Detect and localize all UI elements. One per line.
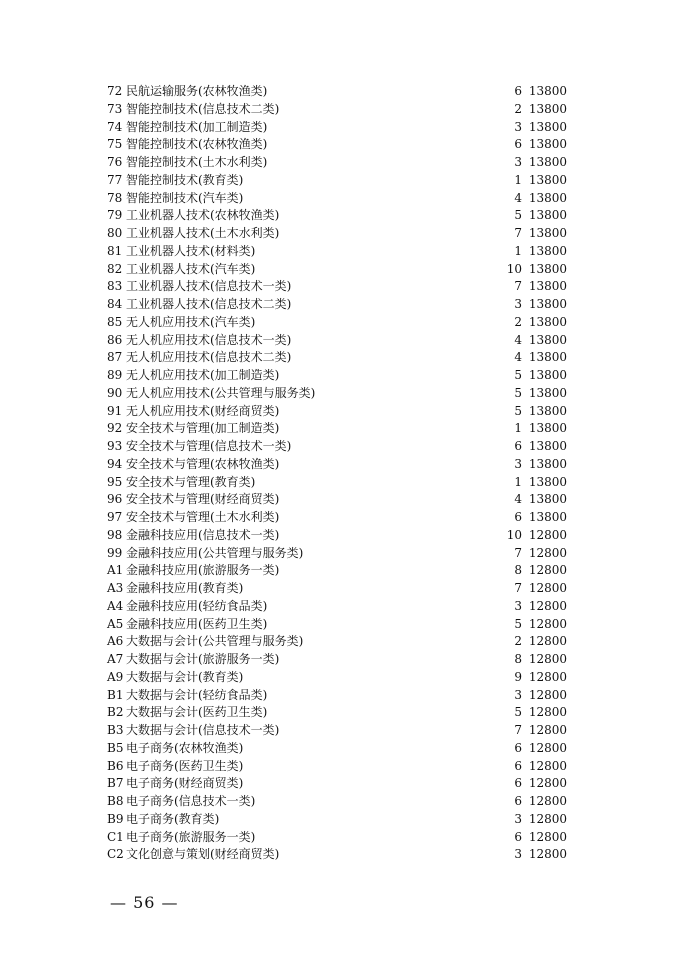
tuition-fee: 12800: [528, 545, 567, 560]
program-name: 安全技术与管理(信息技术一类): [126, 439, 292, 453]
program-name: 工业机器人技术(材料类): [126, 243, 256, 258]
table-row: [107, 83, 567, 101]
quota-count: 8: [514, 563, 522, 578]
program-name: 无人机应用技术(财经商贸类): [126, 403, 280, 418]
program-code: A9: [107, 669, 124, 684]
tuition-fee: 13800: [528, 226, 567, 240]
tuition-fee: 13800: [528, 456, 567, 471]
program-name: 无人机应用技术(信息技术二类): [126, 350, 292, 365]
enrollment-table: [107, 83, 567, 864]
quota-count: 3: [514, 456, 522, 471]
program-code: 90: [107, 385, 123, 400]
quota-count: 5: [514, 368, 522, 382]
table-row: [107, 438, 567, 456]
tuition-fee: 13800: [528, 279, 567, 294]
quota-count: 2: [514, 314, 522, 329]
table-row: [107, 651, 567, 669]
tuition-fee: 13800: [528, 510, 567, 524]
quota-count: 6: [514, 758, 522, 773]
table-row: [107, 704, 567, 722]
table-row: [107, 775, 567, 793]
program-name: 工业机器人技术(农林牧渔类): [126, 208, 280, 223]
program-code: A3: [107, 581, 124, 595]
tuition-fee: 13800: [528, 101, 567, 116]
program-name: 无人机应用技术(信息技术一类): [126, 332, 292, 347]
program-code: B2: [107, 705, 124, 720]
program-name: 智能控制技术(农林牧渔类): [126, 137, 268, 152]
tuition-fee: 13800: [528, 314, 567, 329]
program-code: 98: [107, 527, 123, 542]
program-name: 金融科技应用(轻纺食品类): [126, 598, 268, 613]
quota-count: 5: [514, 705, 522, 720]
program-code: 84: [107, 297, 123, 311]
quota-count: 5: [514, 208, 522, 223]
quota-count: 1: [514, 474, 522, 489]
table-row: [107, 172, 567, 190]
table-row: [107, 491, 567, 509]
program-code: C2: [107, 847, 124, 862]
program-code: C1: [107, 829, 124, 844]
tuition-fee: 13800: [528, 190, 567, 205]
quota-count: 7: [514, 279, 522, 294]
quota-count: 2: [514, 101, 522, 116]
table-row: [107, 562, 567, 580]
program-name: 金融科技应用(公共管理与服务类): [126, 545, 304, 560]
quota-count: 1: [514, 172, 522, 187]
table-row: [107, 545, 567, 563]
quota-count: 3: [514, 297, 522, 311]
table-row: [107, 349, 567, 367]
quota-count: 4: [514, 492, 522, 507]
quota-count: 5: [514, 403, 522, 418]
program-name: 工业机器人技术(信息技术一类): [126, 279, 292, 294]
quota-count: 10: [506, 527, 522, 542]
tuition-fee: 12800: [528, 563, 567, 578]
program-name: 安全技术与管理(农林牧渔类): [126, 456, 280, 471]
program-name: 文化创意与策划(财经商贸类): [126, 847, 280, 862]
table-row: [107, 509, 567, 527]
program-name: 安全技术与管理(土木水利类): [126, 510, 280, 524]
program-code: A5: [107, 616, 124, 631]
quota-count: 3: [514, 847, 522, 862]
quota-count: 3: [514, 119, 522, 134]
program-code: 92: [107, 421, 123, 436]
program-name: 无人机应用技术(加工制造类): [126, 368, 280, 382]
tuition-fee: 13800: [528, 492, 567, 507]
table-row: [107, 367, 567, 385]
program-code: B1: [107, 687, 124, 702]
program-code: 78: [107, 190, 123, 205]
program-code: 72: [107, 84, 123, 98]
tuition-fee: 12800: [528, 811, 567, 826]
table-row: [107, 740, 567, 758]
program-code: 96: [107, 492, 123, 507]
tuition-fee: 13800: [528, 439, 567, 453]
quota-count: 6: [514, 776, 522, 791]
quota-count: 8: [514, 652, 522, 666]
quota-count: 6: [514, 84, 522, 98]
tuition-fee: 12800: [528, 758, 567, 773]
quota-count: 3: [514, 598, 522, 613]
table-row: [107, 758, 567, 776]
tuition-fee: 13800: [528, 261, 567, 276]
tuition-fee: 13800: [528, 385, 567, 400]
program-name: 电子商务(信息技术一类): [126, 794, 256, 808]
table-row: [107, 527, 567, 545]
program-name: 电子商务(旅游服务一类): [126, 829, 256, 844]
program-code: 76: [107, 155, 123, 169]
program-code: B7: [107, 776, 124, 791]
program-name: 金融科技应用(信息技术一类): [126, 527, 280, 542]
table-row: [107, 243, 567, 261]
program-name: 工业机器人技术(信息技术二类): [126, 297, 292, 311]
tuition-fee: 13800: [528, 368, 567, 382]
tuition-fee: 12800: [528, 705, 567, 720]
program-code: 81: [107, 243, 123, 258]
program-name: 安全技术与管理(财经商贸类): [126, 492, 280, 507]
program-code: A4: [107, 598, 124, 613]
program-code: 74: [107, 119, 123, 134]
tuition-fee: 12800: [528, 652, 567, 666]
program-name: 大数据与会计(教育类): [126, 669, 244, 684]
table-row: [107, 385, 567, 403]
table-row: [107, 669, 567, 687]
tuition-fee: 12800: [528, 581, 567, 595]
tuition-fee: 13800: [528, 155, 567, 169]
program-name: 金融科技应用(教育类): [126, 581, 244, 595]
program-name: 金融科技应用(旅游服务一类): [126, 563, 280, 578]
tuition-fee: 12800: [528, 527, 567, 542]
table-row: [107, 332, 567, 350]
tuition-fee: 12800: [528, 847, 567, 862]
quota-count: 6: [514, 439, 522, 453]
program-code: 91: [107, 403, 123, 418]
quota-count: 4: [514, 190, 522, 205]
program-code: B6: [107, 758, 124, 773]
program-name: 大数据与会计(旅游服务一类): [126, 652, 280, 666]
program-code: 93: [107, 439, 123, 453]
program-name: 电子商务(财经商贸类): [126, 776, 244, 791]
quota-count: 7: [514, 723, 522, 737]
quota-count: 3: [514, 811, 522, 826]
program-code: 95: [107, 474, 123, 489]
table-row: [107, 403, 567, 421]
tuition-fee: 12800: [528, 598, 567, 613]
quota-count: 3: [514, 687, 522, 702]
tuition-fee: 12800: [528, 740, 567, 755]
table-row: [107, 474, 567, 492]
program-code: B3: [107, 723, 124, 737]
tuition-fee: 13800: [528, 84, 567, 98]
program-name: 大数据与会计(公共管理与服务类): [126, 634, 304, 649]
tuition-fee: 12800: [528, 829, 567, 844]
tuition-fee: 13800: [528, 208, 567, 223]
table-row: [107, 101, 567, 119]
program-code: 80: [107, 226, 123, 240]
table-row: [107, 687, 567, 705]
tuition-fee: 13800: [528, 421, 567, 436]
quota-count: 10: [506, 261, 522, 276]
quota-count: 9: [514, 669, 522, 684]
program-name: 工业机器人技术(汽车类): [126, 261, 256, 276]
program-name: 工业机器人技术(土木水利类): [126, 226, 280, 240]
tuition-fee: 12800: [528, 776, 567, 791]
tuition-fee: 12800: [528, 687, 567, 702]
tuition-fee: 13800: [528, 119, 567, 134]
tuition-fee: 12800: [528, 669, 567, 684]
program-code: 89: [107, 368, 123, 382]
program-code: 87: [107, 350, 123, 365]
quota-count: 6: [514, 794, 522, 808]
table-row: [107, 829, 567, 847]
program-code: B8: [107, 794, 124, 808]
quota-count: 5: [514, 385, 522, 400]
quota-count: 7: [514, 226, 522, 240]
quota-count: 4: [514, 332, 522, 347]
program-name: 安全技术与管理(加工制造类): [126, 421, 280, 436]
table-row: [107, 616, 567, 634]
table-row: [107, 154, 567, 172]
quota-count: 1: [514, 421, 522, 436]
program-code: 85: [107, 314, 123, 329]
table-row: [107, 793, 567, 811]
program-name: 电子商务(农林牧渔类): [126, 740, 244, 755]
program-name: 智能控制技术(汽车类): [126, 190, 244, 205]
program-code: 79: [107, 208, 123, 223]
program-code: B5: [107, 740, 124, 755]
tuition-fee: 12800: [528, 616, 567, 631]
table-row: [107, 633, 567, 651]
program-code: 86: [107, 332, 123, 347]
tuition-fee: 12800: [528, 794, 567, 808]
quota-count: 2: [514, 634, 522, 649]
program-name: 智能控制技术(土木水利类): [126, 155, 268, 169]
quota-count: 7: [514, 545, 522, 560]
tuition-fee: 13800: [528, 474, 567, 489]
program-name: 智能控制技术(信息技术二类): [126, 101, 280, 116]
quota-count: 6: [514, 137, 522, 152]
program-name: 民航运输服务(农林牧渔类): [126, 84, 268, 98]
program-code: A6: [107, 634, 124, 649]
tuition-fee: 13800: [528, 297, 567, 311]
page-number: — 56 —: [110, 893, 179, 912]
program-code: 82: [107, 261, 123, 276]
quota-count: 6: [514, 510, 522, 524]
program-name: 智能控制技术(教育类): [126, 172, 244, 187]
table-row: [107, 278, 567, 296]
program-name: 电子商务(教育类): [126, 811, 220, 826]
program-code: A7: [107, 652, 124, 666]
table-row: [107, 190, 567, 208]
program-name: 大数据与会计(轻纺食品类): [126, 687, 268, 702]
program-code: 75: [107, 137, 123, 152]
table-row: [107, 136, 567, 154]
tuition-fee: 13800: [528, 137, 567, 152]
program-name: 无人机应用技术(汽车类): [126, 314, 256, 329]
table-row: [107, 225, 567, 243]
program-name: 电子商务(医药卫生类): [126, 758, 244, 773]
program-code: A1: [107, 563, 124, 578]
program-code: 99: [107, 545, 123, 560]
program-name: 大数据与会计(信息技术一类): [126, 723, 280, 737]
program-code: B9: [107, 811, 124, 826]
table-row: [107, 420, 567, 438]
tuition-fee: 12800: [528, 634, 567, 649]
program-code: 97: [107, 510, 123, 524]
table-row: [107, 811, 567, 829]
table-row: [107, 598, 567, 616]
program-code: 77: [107, 172, 123, 187]
table-row: [107, 296, 567, 314]
table-row: [107, 119, 567, 137]
table-row: [107, 314, 567, 332]
program-code: 73: [107, 101, 123, 116]
table-row: [107, 456, 567, 474]
quota-count: 4: [514, 350, 522, 365]
program-name: 金融科技应用(医药卫生类): [126, 616, 268, 631]
tuition-fee: 13800: [528, 243, 567, 258]
quota-count: 5: [514, 616, 522, 631]
program-name: 无人机应用技术(公共管理与服务类): [126, 385, 316, 400]
table-row: [107, 846, 567, 864]
tuition-fee: 13800: [528, 332, 567, 347]
quota-count: 6: [514, 829, 522, 844]
tuition-fee: 12800: [528, 723, 567, 737]
tuition-fee: 13800: [528, 403, 567, 418]
quota-count: 6: [514, 740, 522, 755]
program-code: 94: [107, 456, 123, 471]
tuition-fee: 13800: [528, 172, 567, 187]
quota-count: 7: [514, 581, 522, 595]
program-name: 智能控制技术(加工制造类): [126, 119, 268, 134]
program-name: 大数据与会计(医药卫生类): [126, 705, 268, 720]
tuition-fee: 13800: [528, 350, 567, 365]
table-row: [107, 722, 567, 740]
table-row: [107, 261, 567, 279]
program-name: 安全技术与管理(教育类): [126, 474, 256, 489]
table-row: [107, 580, 567, 598]
quota-count: 1: [514, 243, 522, 258]
table-row: [107, 207, 567, 225]
program-code: 83: [107, 279, 123, 294]
quota-count: 3: [514, 155, 522, 169]
